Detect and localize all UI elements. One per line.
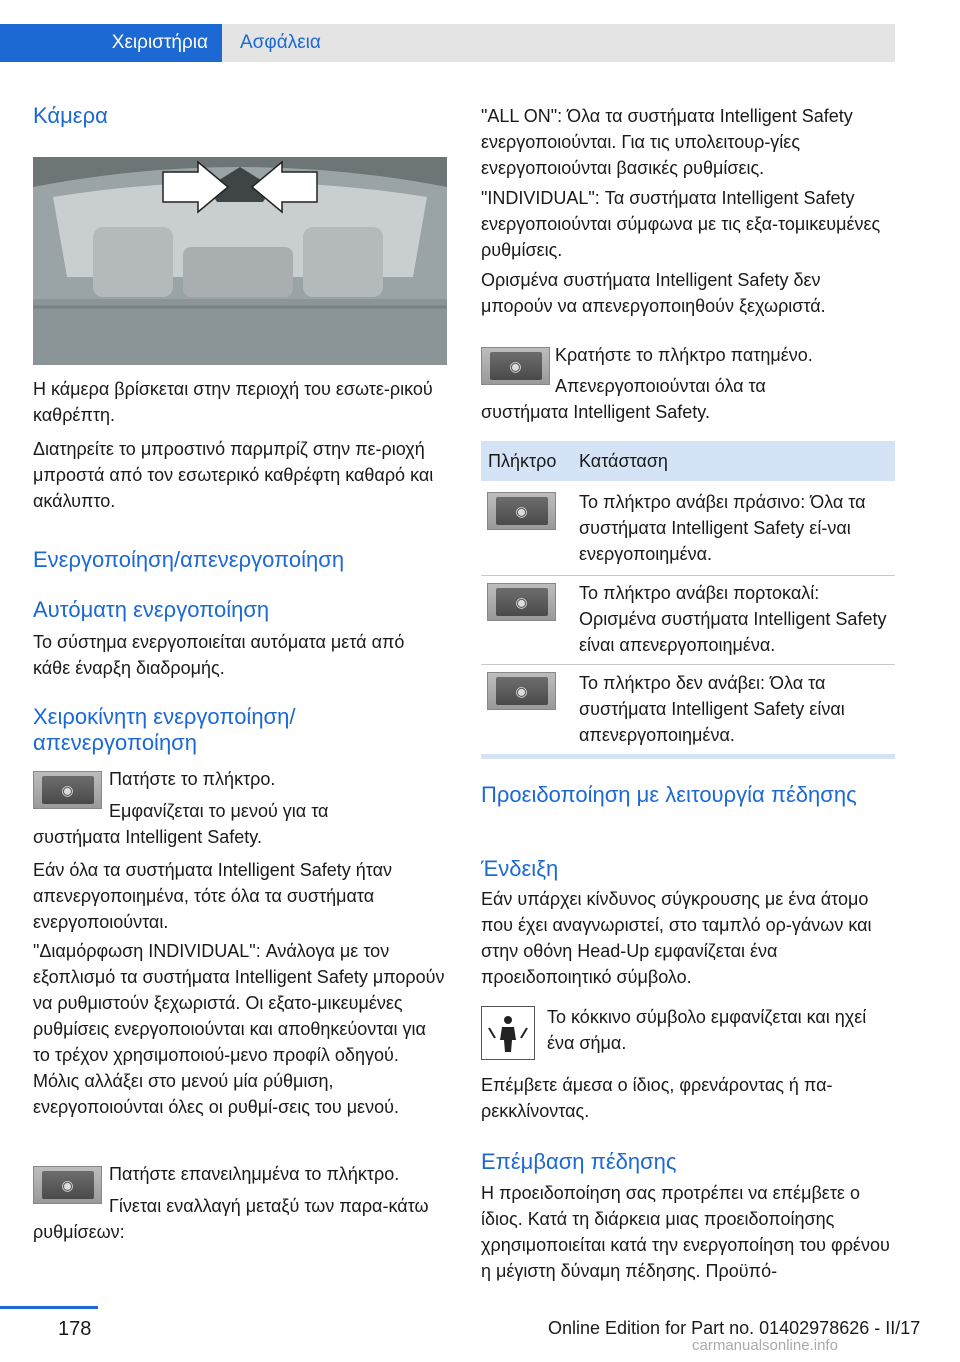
table-col-state: Κατάσταση <box>579 451 668 471</box>
text-red-symbol: Το κόκκινο σύμβολο εμφανίζεται και ηχεί ένα σήμα. <box>547 1007 867 1053</box>
text-deactivated: Απενεργοποιούνται όλα τα συστήματα Intelligent Safety. <box>481 376 766 422</box>
pedestrian-warning-icon <box>481 1006 535 1060</box>
car-icon: ◉ <box>496 588 548 616</box>
text-menu-shown: Εμφανίζεται το μενού για τα συστήματα Intelligent Safety. <box>33 801 329 847</box>
table-button-green <box>487 492 556 530</box>
text-all-off: Εάν όλα τα συστήματα Intelligent Safety ήταν απενεργοποιημένα, τότε όλα τα συστήματα ενεργοποιούνται. <box>33 860 393 932</box>
text-individual-mode: "INDIVIDUAL": Τα συστήματα Intelligent Safety ενεργοποιούνται σύμφωνα με τις εξα-τομικευμένες ρυθμίσεις. <box>481 188 881 260</box>
heading-on-off: Ενεργοποίηση/απενεργοποίηση <box>33 547 345 572</box>
table-bottom-bar <box>481 754 895 759</box>
table-row: Το πλήκτρο δεν ανάβει: Όλα τα συστήματα Intelligent Safety είναι απενεργοποιημένα. <box>579 673 845 745</box>
edition-info: Online Edition for Part no. 01402978626 - II/17 <box>548 1318 921 1338</box>
text-intervene: Επέμβετε άμεσα ο ίδιος, φρενάροντας ή πα-ρεκκλίνοντας. <box>481 1075 833 1121</box>
text-toggle-settings: Γίνεται εναλλαγή μεταξύ των παρα-κάτω ρυθμίσεων: <box>33 1196 429 1242</box>
tab-safety[interactable]: Ασφάλεια <box>240 32 321 53</box>
text-brake-intervention: Η προειδοποίηση σας προτρέπει να επέμβετε ο ίδιος. Κατά τη διάρκεια μιας προειδοποίησης χρησιμοποιείται κατά την ενεργοποίηση του φρένου η μέγιστη δύναμη πέδησης. Προϋπό- <box>481 1183 890 1281</box>
table-button-orange <box>487 583 556 621</box>
table-row: Το πλήκτρο ανάβει πορτοκαλί: Ορισμένα συστήματα Intelligent Safety είναι απενεργοποιημένα. <box>579 583 887 655</box>
car-icon: ◉ <box>42 1171 94 1199</box>
text-camera-keep-clear: Διατηρείτε το μπροστινό παρμπρίζ στην πε-ριοχή μπροστά από τον εσωτερικό καθρέφτη καθαρό και ακάλυπτο. <box>33 439 434 511</box>
text-press-repeatedly: Πατήστε επανειλημμένα το πλήκτρο. <box>109 1164 400 1184</box>
table-header <box>481 441 895 481</box>
heading-manual-activation: Χειροκίνητη ενεργοποίηση/ απενεργοποίηση <box>33 704 296 755</box>
heading-warning-braking: Προειδοποίηση με λειτουργία πέδησης <box>481 782 857 807</box>
table-button-off <box>487 672 556 710</box>
text-all-on: "ALL ON": Όλα τα συστήματα Intelligent Safety ενεργοποιούνται. Για τις υπολειτουρ-γίες ενεργοποιούνται βασικές ρυθμίσεις. <box>481 106 853 178</box>
table-divider <box>481 575 895 576</box>
text-individual: "Διαμόρφωση INDIVIDUAL": Ανάλογα με τον εξοπλισμό τα συστήματα Intelligent Safety μπορούν να ρυθμιστούν ξεχωριστά. Οι εξατο-μικευμένες ρυθμίσεις ενεργοποιούνται και αποθηκεύονται για το τρέχον χρησιμοποιού-μενο προφίλ οδηγού. Μόλις αλλάξει στο μενού μία ρύθμιση, ενεργοποιούνται όλες οι ρυθμί-σεις του μενού. <box>33 941 445 1117</box>
watermark: carmanualsonline.info <box>692 1337 838 1354</box>
car-icon: ◉ <box>496 497 548 525</box>
heading-brake-intervention: Επέμβαση πέδησης <box>481 1149 677 1174</box>
car-icon: ◉ <box>496 677 548 705</box>
text-hold-button: Κρατήστε το πλήκτρο πατημένο. <box>555 345 813 365</box>
text-auto-activation: Το σύστημα ενεργοποιείται αυτόματα μετά από κάθε έναρξη διαδρομής. <box>33 632 405 678</box>
heading-camera: Κάμερα <box>33 103 108 128</box>
heading-auto-activation: Αυτόματη ενεργοποίηση <box>33 597 270 622</box>
page-number: 178 <box>58 1318 92 1340</box>
text-indication: Εάν υπάρχει κίνδυνος σύγκρουσης με ένα άτομο που έχει αναγνωριστεί, στο ταμπλό ορ-γάνων και στην οθόνη Head-Up εμφανίζεται ένα προειδοποιητικό σύμβολο. <box>481 889 872 987</box>
camera-photo <box>33 157 447 365</box>
table-divider <box>481 664 895 665</box>
text-some-systems: Ορισμένα συστήματα Intelligent Safety δεν μπορούν να απενεργοποιηθούν ξεχωριστά. <box>481 270 826 316</box>
table-row: Το πλήκτρο ανάβει πράσινο: Όλα τα συστήματα Intelligent Safety εί-ναι ενεργοποιημένα. <box>579 492 866 564</box>
tab-controls[interactable]: Χειριστήρια <box>0 24 222 62</box>
table-col-button: Πλήκτρο <box>488 451 557 471</box>
car-icon: ◉ <box>42 776 94 804</box>
footer-accent-line <box>0 1306 98 1309</box>
car-icon: ◉ <box>490 352 542 380</box>
text-press-button: Πατήστε το πλήκτρο. <box>109 769 276 789</box>
text-camera-location: Η κάμερα βρίσκεται στην περιοχή του εσωτε-ρικού καθρέπτη. <box>33 379 433 425</box>
heading-indication: Ένδειξη <box>481 856 559 881</box>
